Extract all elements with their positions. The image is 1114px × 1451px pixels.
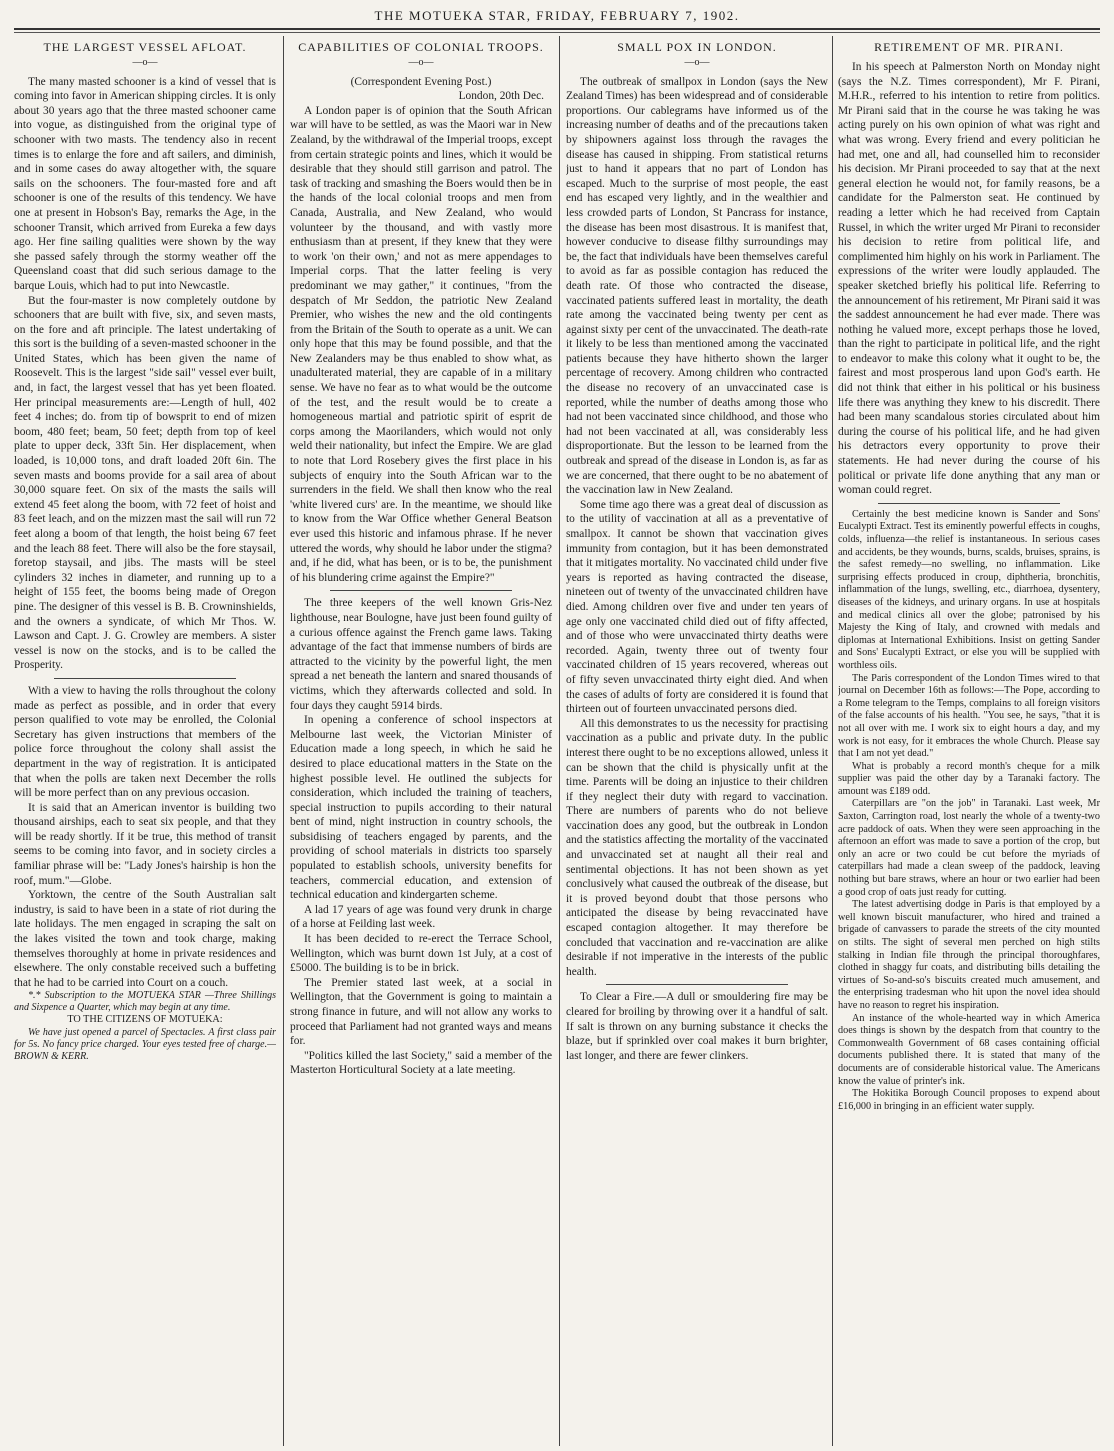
article-paragraph: With a view to having the rolls throughout the colony made as perfect as possible, and in order that every person qualified to vote may be enrolled, the Colonial Secretary has given instructions that members of the police force throughout the colony shall assist the department in the way of registration. It is anticipated that when the polls are taken next December the rolls will be more perfect than on any previous occasion. <box>14 684 276 800</box>
masthead: THE MOTUEKA STAR, FRIDAY, FEBRUARY 7, 1902. <box>14 8 1100 30</box>
article-source: (Correspondent Evening Post.) <box>350 75 492 88</box>
advertisement-paragraph: Certainly the best medicine known is Sander and Sons' Eucalypti Extract. Test its eminently powerful effects in coughs, colds, influenza—the relief is instantaneous. In serious cases and accidents, be they wounds, burns, scalds, bruises, sprains, is the safest remedy—no swelling, no inflammation. Like surprising effects produced in croup, diphtheria, bronchitis, inflammation of the lungs, swelling, etc., diarrhoea, dysentery, diseases of the kidneys, and urinary organs. In use at hospitals and medical clinics all over the globe; patronised by his Majesty the King of Italy, and crowned with medals and diplomas at International Exhibitions. Insist on getting Sander and Sons' Eucalypti Extract, or else you will be supplied with worthless oils. <box>838 508 1100 671</box>
article-paragraph: In his speech at Palmerston North on Monday night (says the N.Z. Times correspondent), Mr F. Pirani, M.H.R., referred to his intention to retire from politics. Mr Pirani said that in the course he was taking he was acting purely on his own opinion of what was right and what was wrong. Every friend and every politician he had met, one and all, had counselled him to reconsider his decision. Mr Pirani proceeded to say that at the next general election he would not, for family reasons, be a candidate for the Palmerston seat. He continued by reading a letter which he had received from Captain Russel, in which the writer urged Mr Pirani to reconsider his decision to retire from political life, and complimented him highly on his work in Parliament. The expressions of the writer were loudly applauded. The speaker sketched briefly his political life. Referring to the announcement of his retirement, Mr Pirani said it was the saddest announcement he had ever made. There was nothing he valued more, except perhaps those he loved, than the right to participate in political life, and the right to endeavor to make this colony what it ought to be, the fairest and most prosperous land upon God's earth. He did not think that either in his political or his business life there was anything they knew to his discredit. There had been many scandalous stories circulated about him during the course of his political life, and he had given his detractors every opportunity to prove their statements. He had never during the course of his political or private life done anything that any man or woman could regret. <box>838 61 1100 497</box>
article-divider <box>330 590 512 591</box>
article-title: RETIREMENT OF MR. PIRANI. <box>874 40 1064 54</box>
article-title: THE LARGEST VESSEL AFLOAT. <box>43 40 247 54</box>
article-paragraph: The Paris correspondent of the London Times wired to that journal on December 16th as follows:—The Pope, according to a Rome telegram to the Temps, complains to all foreign visitors of the false accounts of his health. "You see, he says, "that it is not all over with me. I work six to eight hours a day, and my work is not easy, for it embraces the whole Church. Please say that I am not yet dead." <box>838 672 1100 760</box>
article-paragraph: It is said that an American inventor is building two thousand airships, each to seat six people, and that they will be ready shortly. If it be true, this method of transit seems to be coming into favor, and in society circles a familiar phrase will be: "Lady Jones's hairship is hon the roof, mum."—Globe. <box>14 801 276 887</box>
article-paragraph: The latest advertising dodge in Paris is that employed by a well known biscuit manufacturer, who hired and trained a brigade of canvassers to parade the streets of the city mounted on stilts. The sight of several men perched on high stilts stalking in Indian file through the principal thoroughfares, clothed in shaggy fur coats, and distributing bills detailing the virtues of So-and-so's biscuits created much amusement, and the enterprising tradesman who hit upon the novel idea should have no reason to regret his inspiration. <box>838 899 1100 1011</box>
column-2 <box>290 38 552 1443</box>
article-paragraph: It has been decided to re-erect the Terrace School, Wellington, which was burnt down 1st July, at a cost of £5000. The building is to be in brick. <box>290 933 552 975</box>
article-paragraph: The outbreak of smallpox in London (says the New Zealand Times) has been widespread and of considerable proportions. Our cablegrams have informed us of the increasing number of deaths and of the precautions taken by shipowners against loss through the ravages the disease has caused in shipping. From statistical returns just to hand it appears that no part of London has escaped. Much to the surprise of most people, the east end has escaped very lightly, and in the wealthier and less crowded parts of London, St Pancrass for instance, the disease has been most disastrous. It is manifest that, however conducive to disease filthy surroundings may be, the fact that individuals have been themselves careful to avoid as far as possible contagion has reduced the death rate. Of those who contracted the disease, vaccinated patients suffered least in mortality, the death rate among the vaccinated being twenty per cent as against sixty per cent of the unvaccinated. The death-rate it likely to be less than mentioned among the vaccinated patients because they have hitherto shown the larger percentage of recovery. Among children who contracted the disease no recovery of an unvaccinated case is reported, while the number of deaths among those who had not been vaccinated since childhood, and those who had not been vaccinated at all, was considerably less disproportionate. But the lesson to be learned from the outbreak and spread of the disease in London is, as far as we are concerned, that there ought to be no abatement of the vaccination law in New Zealand. <box>566 75 828 497</box>
article-paragraph: "Politics killed the last Society," said a member of the Masterton Horticultural Society at a late meeting. <box>290 1049 552 1077</box>
article-paragraph: A London paper is of opinion that the South African war will have to be settled, as was the Maori war in New Zealand, by the withdrawal of the Imperial troops, except from certain strategic points and lines, which it would be desirable that they should still garrison and patrol. The task of tracking and smashing the Boers would then be in the hands of the local colonial troops and men from Canada, Australia, and New Zealand, who would volunteer by the thousand, and with vastly more enthusiasm than at present, if they knew that they were to work 'on their own,' and not as mere appendages to Imperial corps. That the latter feeling is very predominant we may gather," it continues, "from the despatch of Mr Seddon, the patriotic New Zealand Premier, who wishes the new and the old contingents from the Britain of the South to operate as a unit. We can only hope that this may be found possible, and that the New Zealanders may be thus enabled to show what, as unadulterated material, they are capable of in a military sense. We have no fear as to what would be the outcome of the test, and the result would be to create a homogeneous martial and patriotic spirit of esprit de corps among the Maorilanders, which would not only weld their nationality, but infect the Empire. We are glad to note that Lord Rosebery gives the first place in his subjects of enquiry into the South African war to the surrenders in the field. We shall then know who the real 'white livered curs' are. In the meantime, we should like to know from the War Office whether General Beatson ever used this historic and infamous phrase. If he never uttered the words, why should he labor under the stigma? and, if he did, what has been, or is to be, the punishment of his blundering crime against the Empire?" <box>290 104 552 584</box>
title-ornament: —o— <box>684 57 710 68</box>
column-3 <box>566 38 828 1443</box>
spectacles-notice: We have just opened a parcel of Spectacles. A first class pair for 5s. No fancy price charged. Your eyes tested free of charge.—BROWN & KERR. <box>14 1027 276 1062</box>
article-paragraph: The three keepers of the well known Gris-Nez lighthouse, near Boulogne, have just been found guilty of a curious offence against the French game laws. Taking advantage of the fact that immense numbers of birds are attracted to the vicinity by the powerful light, the men spread a net beneath the lantern and snared thousands of victims, which they afterwards collected and sold. In four days they caught 5914 birds. <box>290 597 552 712</box>
article-divider <box>606 984 788 985</box>
article-divider <box>54 678 236 679</box>
article-dateline: London, 20th Dec. <box>458 90 544 103</box>
article-paragraph: Yorktown, the centre of the South Australian salt industry, is said to have been in a state of riot during the late holidays. The men engaged in scraping the salt on the lakes visited the town and took charge, making themselves thoroughly at home in private residences and elsewhere. The only constable received such a buffeting that he had to be carried into Court on a couch. <box>14 889 276 989</box>
notice-title: TO THE CITIZENS OF MOTUEKA: <box>67 1014 223 1026</box>
column-1 <box>14 38 276 1443</box>
article-paragraph: The Premier stated last week, at a social in Wellington, that the Government is going to maintain a strong finance in future, and will not allow any works to proceed that Parliament had not granted ways and means for. <box>290 976 552 1048</box>
article-paragraph: Some time ago there was a great deal of discussion as to the utility of vaccination at all as a preventative of smallpox. It cannot be shown that vaccination gives immunity from contagion, but it has been demonstrated that it mitigates mortality. No vaccinated child under five years is reported as having contracted the disease, nineteen out of twenty of the unvaccinated children have died. Among children over five and under ten years of age only one vaccinated child died out of fifty affected, and of those who were unvaccinated thirty deaths were recorded. Again, twenty three out of twenty four vaccinated children of 15 years recovered, whereas out of fifty seven unvaccinated thirty eight died. And when the cases of adults of forty are considered it is found that thirteen out of fourteen unvaccinated persons died. <box>566 498 828 716</box>
article-paragraph: The many masted schooner is a kind of vessel that is coming into favor in American shipping circles. It is only about 30 years ago that the three masted schooner came into vogue, as distinguished from the original type of schooner with two masts. The tendency also in recent times is to enlarge the fore and aft sailers, and diminish, and in some cases do away altogether with, the square sails on the schooners. The four-masted fore and aft schooner is one of the results of this tendency. We have one at present in Hobson's Bay, remarks the Age, in the schooner Transit, which arrived from Eureka a few days ago. Her fine sailing qualities were shown by the way she passed safely through the stormy weather off the Queensland coast that did such serious damage to the barque Louis, which had to put into Newcastle. <box>14 75 276 292</box>
column-rule <box>559 36 560 1446</box>
article-paragraph: To Clear a Fire.—A dull or smouldering fire may be cleared for broiling by throwing over it a handful of salt. If salt is thrown on any burning substance it checks the blaze, but if sprinkled over coal makes it burn brighter, last longer, and there are fewer clinkers. <box>566 991 828 1062</box>
title-ornament: —o— <box>408 57 434 68</box>
column-rule <box>283 36 284 1446</box>
column-4 <box>838 38 1100 1443</box>
article-divider <box>878 503 1060 504</box>
article-paragraph: A lad 17 years of age was found very drunk in charge of a horse at Feilding last week. <box>290 903 552 931</box>
article-title: CAPABILITIES OF COLONIAL TROOPS. <box>298 40 544 54</box>
masthead-rule <box>14 32 1100 33</box>
article-paragraph: All this demonstrates to us the necessity for practising vaccination as a public and private duty. In the public interest there ought to be no exceptions allowed, unless it can be shown that the child is physically unfit at the time. Parents will be doing an injustice to their children if they neglect their duty with regard to vaccination. There are numbers of parents who do not believe vaccination does any good, but the outbreak in London and the statistics affecting the mortality of the vaccinated and unvaccinated set at naught all their real and sentimental objections. It has not been shown as yet conclusively what caused the outbreak of the disease, but it is proved beyond doubt that those persons who anticipated the disease by being revaccinated have escaped contagion altogether. It may therefore be concluded that vaccination and re-vaccination are alike desirable if not imperative in the interests of the public health. <box>566 717 828 978</box>
article-paragraph: An instance of the whole-hearted way in which America does things is shown by the despatch from that country to the Commonwealth Government of 68 cases containing official documents published there. It is stated that many of the documents are of considerable historical value. The Americans know the value of printer's ink. <box>838 1012 1100 1087</box>
article-paragraph: What is probably a record month's cheque for a milk supplier was paid the other day by a Taranaki factory. The amount was £189 odd. <box>838 760 1100 797</box>
article-paragraph: Caterpillars are "on the job" in Taranaki. Last week, Mr Saxton, Carrington road, lost nearly the whole of a twenty-two acre paddock of oats. When they were seen approaching in the afternoon an effort was made to save a portion of the crop, but only an acre or two could be cut before the myriads of caterpillars had made a clean sweep of the paddock, leaving nothing but bare straws, where an hour or two earlier had been a good crop of oats just ready for cutting. <box>838 798 1100 898</box>
article-title: SMALL POX IN LONDON. <box>617 40 777 54</box>
title-ornament: —o— <box>132 57 158 68</box>
column-rule <box>832 36 833 1446</box>
article-paragraph: In opening a conference of school inspectors at Melbourne last week, the Victorian Minister of Education made a long speech, in which he said he desired to place educational matters in the State on the highest possible level. He outlined the subjects for consideration, which included the training of teachers, special instruction to pupils according to their natural bent of mind, night instruction in country schools, the subsidising of teachers engaged by parents, and the providing of school materials in districts too sparsely populated to establish schools, university benefits for teachers, commercial education, and extension of technical education and kindergarten scheme. <box>290 714 552 902</box>
subscription-notice: *.* Subscription to the MOTUEKA STAR —Three Shillings and Sixpence a Quarter, which may begin at any time. <box>14 990 276 1014</box>
article-paragraph: But the four-master is now completely outdone by schooners that are built with five, six, and seven masts, on the fore and aft principle. The latest undertaking of this sort is the building of a seven-masted schooner in the United States, which has been given the name of Roosevelt. This is the largest "side sail" vessel ever built, and, in fact, the largest vessel that has yet been floated. Her principal measurements are:—Length of hull, 402 feet 4 inches; do. from tip of bowsprit to end of mizen boom, 480 feet; beam, 50 feet; depth from top of keel plate to upper deck, 33ft 5in. Her displacement, when loaded, is 10,000 tons, and draft loaded 20ft 6in. The seven masts and booms provide for a sail area of about 30,000 square feet. On six of the masts the sails will extend 45 feet along the boom, with 72 feet of hoist and 83 feet leach, and on the mizzen mast the sail will run 72 feet along a boom of that length, the hoist being 67 feet and the leach 88 feet. There will also be the fore staysail, foretop staysail, and jibs. The masts will be steel cylinders 32 inches in diameter, and running up to a height of 155 feet, the booms being made of Oregon pine. The designer of this vessel is B. B. Crowninshields, and the owners a syndicate, of which Mr Thos. W. Lawson and Capt. J. G. Crowley are members. A sister vessel is now on the stocks, and is to be called the Prosperity. <box>14 294 276 672</box>
article-paragraph: The Hokitika Borough Council proposes to expend about £16,000 in bringing in an efficient water supply. <box>838 1088 1100 1112</box>
